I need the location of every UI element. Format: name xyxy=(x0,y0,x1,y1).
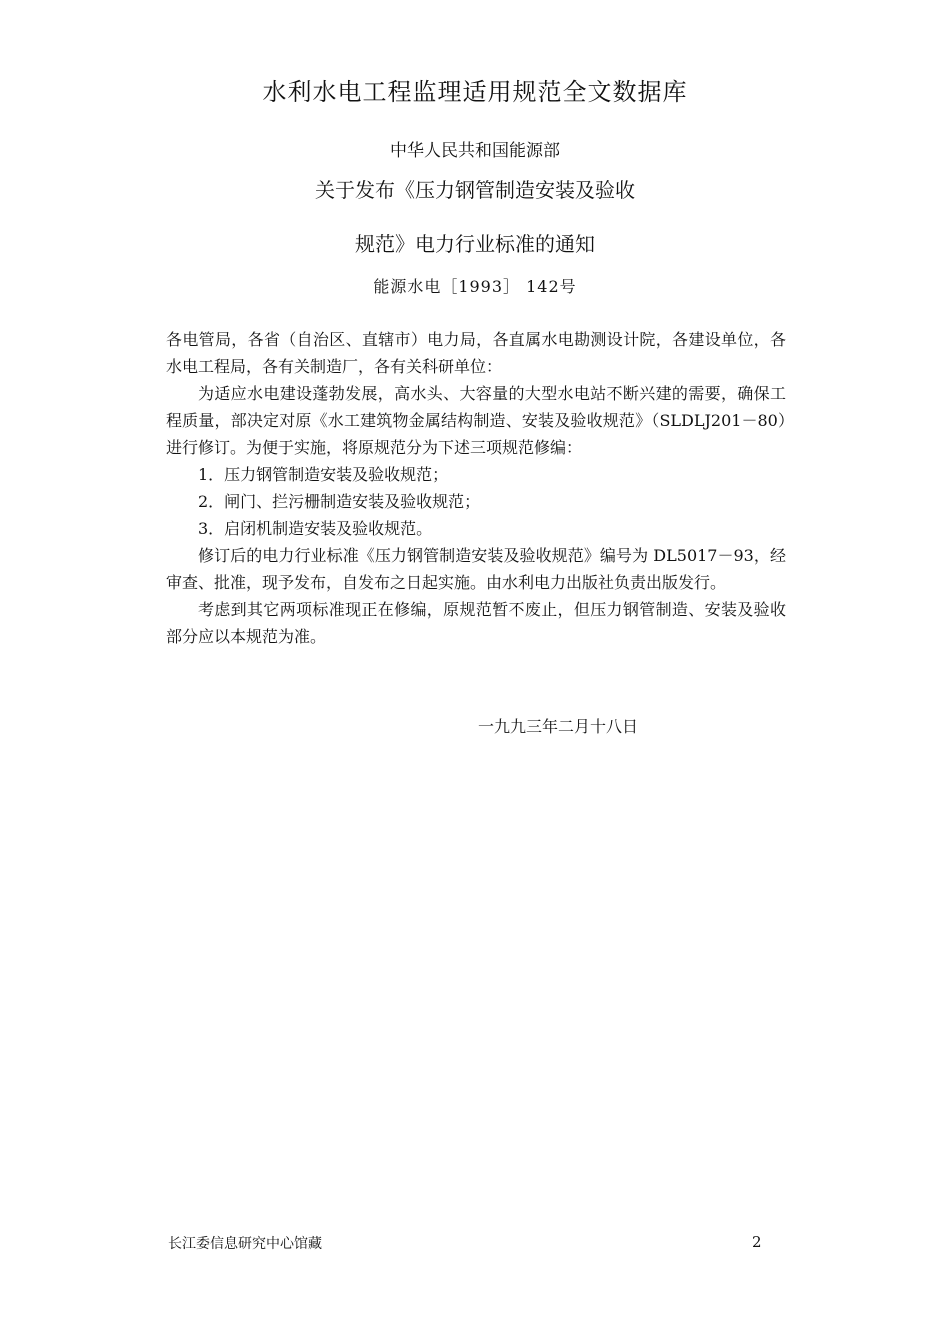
notice-body xyxy=(166,326,786,650)
signature-date: 一九九三年二月十八日 xyxy=(478,717,639,736)
paragraph-3: 考虑到其它两项标准现正在修编，原规范暂不废止，但压力钢管制造、安装及验收部分应以本规范为准。 xyxy=(166,600,786,646)
addressees: 各电管局，各省（自治区、直辖市）电力局，各直属水电勘测设计院，各建设单位，各水电工程局，各有关制造厂，各有关科研单位： xyxy=(166,330,786,376)
paragraph-2: 修订后的电力行业标准《压力钢管制造安装及验收规范》编号为 DL5017－93，经审查、批准，现予发布，自发布之日起实施。由水利电力出版社负责出版发行。 xyxy=(166,546,786,592)
footer-collection: 长江委信息研究中心馆藏 xyxy=(168,1236,322,1252)
list-item: 3．启闭机制造安装及验收规范。 xyxy=(198,519,433,538)
database-title: 水利水电工程监理适用规范全文数据库 xyxy=(262,78,688,106)
notice-title-line-2: 规范》电力行业标准的通知 xyxy=(355,232,595,256)
paragraph-1: 为适应水电建设蓬勃发展，高水头、大容量的大型水电站不断兴建的需要，确保工程质量，部决定对原《水工建筑物金属结构制造、安装及验收规范》（SLDLJ201－80）进行修订。为便于实施，将原规范分为下述三项规范修编： xyxy=(166,384,786,457)
list-item: 2．闸门、拦污栅制造安装及验收规范； xyxy=(198,492,481,511)
page-number: 2 xyxy=(752,1233,762,1251)
notice-title-line-1: 关于发布《压力钢管制造安装及验收 xyxy=(315,178,635,202)
document-number: 能源水电［1993］ 142号 xyxy=(373,277,577,296)
issuer-name: 中华人民共和国能源部 xyxy=(390,141,560,161)
list-item: 1．压力钢管制造安装及验收规范； xyxy=(198,465,449,484)
